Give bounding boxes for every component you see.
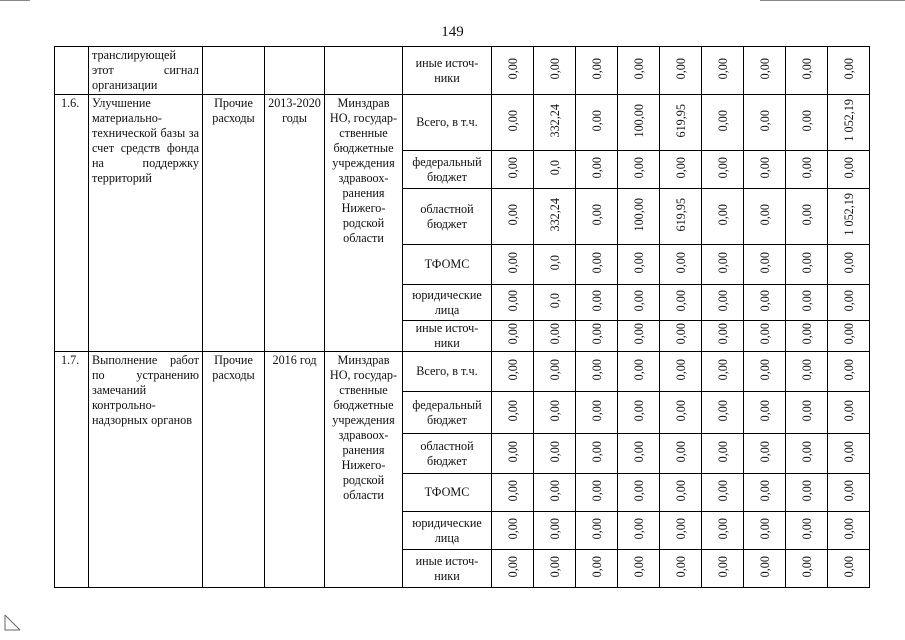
value-text: 0,00 [799,251,814,274]
value-text: 0,00 [505,323,520,345]
value-text: 0,00 [799,57,814,80]
value-cell [618,95,660,151]
value-text: 0,00 [799,517,814,540]
value-cell [828,512,870,550]
cell-num [55,47,89,95]
value-text: 0,00 [841,399,856,422]
value-cell [618,352,660,392]
value-text: 0,00 [673,399,688,422]
value-text: 0,00 [799,289,814,312]
funding-source: областной бюджет [403,434,492,474]
value-text: 0,00 [799,440,814,463]
value-cell [828,392,870,434]
value-text: 0,00 [505,358,520,381]
value-text: 0,00 [505,479,520,502]
value-cell [576,512,618,550]
value-text: 0,00 [589,289,604,312]
budget-table [54,46,870,588]
value-cell [660,550,702,588]
value-cell [702,189,744,245]
value-cell [576,474,618,512]
value-cell [492,321,534,352]
value-cell [786,47,828,95]
value-cell [618,434,660,474]
value-cell [576,189,618,245]
value-text: 0,00 [505,251,520,274]
value-text: 0,00 [757,517,772,540]
value-text: 0,00 [589,440,604,463]
value-cell [618,550,660,588]
value-cell [492,151,534,189]
value-text: 0,00 [505,203,520,226]
value-cell [702,550,744,588]
value-text: 0,00 [673,289,688,312]
value-text: 0,00 [631,57,646,80]
value-cell [492,95,534,151]
value-cell [534,245,576,285]
value-cell [534,512,576,550]
value-cell [786,550,828,588]
value-text: 0,00 [547,323,562,345]
value-text: 0,00 [589,156,604,179]
value-text: 1 052,19 [841,193,856,236]
value-text: 0,00 [757,358,772,381]
value-text: 0,00 [715,517,730,540]
value-cell [660,151,702,189]
value-cell [534,189,576,245]
value-text: 0,00 [841,358,856,381]
value-text: 0,00 [841,440,856,463]
value-cell [576,47,618,95]
value-cell [786,434,828,474]
expense-type: Прочие расходы [203,95,265,352]
value-text: 0,00 [757,203,772,226]
value-text: 0,00 [589,203,604,226]
measure-number: 1.7. [55,352,89,588]
value-cell [492,434,534,474]
value-text: 0,00 [673,57,688,80]
value-text: 0,00 [589,323,604,345]
value-cell [618,321,660,352]
value-cell [576,392,618,434]
value-text: 0,00 [547,399,562,422]
scan-edge-line [0,0,30,1]
value-cell [576,434,618,474]
value-text: 0,00 [589,479,604,502]
value-text: 0,00 [757,251,772,274]
value-text: 0,00 [673,555,688,578]
value-cell [786,352,828,392]
value-cell [744,352,786,392]
value-cell [660,285,702,321]
value-text: 0,00 [505,57,520,80]
value-text: 0,00 [757,440,772,463]
measure-name: Улучшение материально-технической базы за счет средств фонда на поддержку территорий [89,95,203,352]
value-cell [576,321,618,352]
value-text: 0,00 [547,57,562,80]
value-cell [660,245,702,285]
value-text: 100,00 [631,197,646,232]
funding-source: ТФОМС [403,245,492,285]
value-text: 0,00 [547,479,562,502]
value-cell [576,352,618,392]
value-cell [660,321,702,352]
value-text: 0,00 [757,479,772,502]
value-cell [702,151,744,189]
page-number: 149 [441,24,464,40]
value-cell [660,434,702,474]
value-text: 0,00 [505,399,520,422]
value-cell [702,285,744,321]
value-cell [828,352,870,392]
value-text: 0,00 [715,251,730,274]
value-text: 0,00 [841,289,856,312]
cell-executor [325,47,403,95]
value-cell [828,434,870,474]
funding-source: областной бюджет [403,189,492,245]
value-cell [744,474,786,512]
measure-name: транслирующей этот сигнал организации [89,47,203,95]
value-cell [744,245,786,285]
value-text: 619,95 [673,103,688,138]
value-text: 0,00 [505,440,520,463]
value-cell [828,47,870,95]
measure-number: 1.6. [55,95,89,352]
scan-corner-mark [4,614,22,632]
value-text: 0,00 [799,555,814,578]
value-cell [492,352,534,392]
funding-source: иные источ-ники [403,47,492,95]
value-text: 0,00 [547,517,562,540]
value-text: 0,0 [547,159,562,176]
table-row [55,47,870,95]
value-cell [828,474,870,512]
value-text: 0,00 [841,156,856,179]
value-cell [534,550,576,588]
value-text: 0,00 [631,555,646,578]
value-text: 0,00 [631,251,646,274]
value-cell [828,550,870,588]
value-cell [618,512,660,550]
value-cell [828,151,870,189]
value-cell [492,47,534,95]
value-text: 0,00 [841,57,856,80]
value-cell [576,151,618,189]
value-text: 0,00 [757,399,772,422]
value-cell [828,189,870,245]
value-cell [492,550,534,588]
value-cell [492,189,534,245]
value-text: 0,00 [757,156,772,179]
value-text: 0,00 [715,440,730,463]
value-cell [786,245,828,285]
value-text: 0,0 [547,254,562,271]
value-text: 0,00 [757,323,772,345]
value-text: 0,00 [673,358,688,381]
value-cell [618,151,660,189]
value-text: 0,00 [715,109,730,132]
value-cell [786,392,828,434]
funding-source: Всего, в т.ч. [403,95,492,151]
funding-source: иные источ-ники [403,321,492,352]
value-cell [702,392,744,434]
value-text: 0,00 [505,156,520,179]
value-text: 0,00 [841,555,856,578]
value-text: 0,00 [505,555,520,578]
value-cell [618,189,660,245]
value-text: 0,00 [631,399,646,422]
value-cell [702,321,744,352]
value-text: 0,00 [715,156,730,179]
value-text: 0,00 [673,517,688,540]
value-cell [744,285,786,321]
value-cell [618,47,660,95]
value-text: 0,00 [757,555,772,578]
value-cell [576,550,618,588]
value-text: 1 052,19 [841,99,856,142]
value-cell [534,47,576,95]
value-cell [702,474,744,512]
value-text: 0,00 [631,358,646,381]
value-cell [702,512,744,550]
value-cell [534,434,576,474]
value-cell [744,95,786,151]
value-text: 0,00 [631,323,646,345]
value-text: 0,00 [799,203,814,226]
expense-type: Прочие расходы [203,352,265,588]
value-text: 0,00 [799,323,814,345]
value-cell [492,285,534,321]
value-cell [702,434,744,474]
value-cell [828,321,870,352]
value-text: 0,00 [799,156,814,179]
value-cell [534,352,576,392]
funding-source: юридические лица [403,512,492,550]
value-cell [744,434,786,474]
value-cell [534,151,576,189]
value-text: 0,00 [589,555,604,578]
value-cell [786,151,828,189]
value-text: 332,24 [547,103,562,138]
value-cell [492,392,534,434]
value-cell [786,285,828,321]
value-text: 0,00 [589,57,604,80]
value-text: 0,00 [841,517,856,540]
value-text: 0,00 [547,440,562,463]
value-text: 0,00 [505,517,520,540]
measure-name: Выполнение работ по устранению замечаний контрольно-надзорных органов [89,352,203,588]
value-cell [618,392,660,434]
value-text: 100,00 [631,103,646,138]
value-text: 0,00 [841,323,856,345]
value-text: 0,00 [715,358,730,381]
value-text: 0,00 [715,323,730,345]
value-cell [828,95,870,151]
value-text: 0,00 [505,109,520,132]
value-text: 0,00 [589,358,604,381]
value-text: 0,00 [631,156,646,179]
value-cell [660,392,702,434]
value-text: 0,00 [715,203,730,226]
value-text: 0,00 [799,399,814,422]
value-text: 0,00 [715,555,730,578]
value-text: 619,95 [673,197,688,232]
value-cell [534,95,576,151]
funding-source: Всего, в т.ч. [403,352,492,392]
period: 2013-2020 годы [265,95,325,352]
value-text: 0,00 [589,109,604,132]
table-row [55,352,870,392]
table-body [55,47,870,588]
value-cell [828,285,870,321]
value-cell [492,245,534,285]
value-cell [702,95,744,151]
value-text: 0,00 [757,289,772,312]
value-cell [702,352,744,392]
value-text: 0,00 [631,517,646,540]
value-cell [618,285,660,321]
value-text: 0,00 [589,251,604,274]
value-text: 0,00 [715,479,730,502]
value-cell [702,47,744,95]
value-text: 0,00 [631,440,646,463]
value-cell [534,392,576,434]
value-cell [534,321,576,352]
value-text: 0,00 [673,251,688,274]
value-text: 0,00 [673,440,688,463]
value-text: 0,00 [673,156,688,179]
value-text: 0,00 [547,358,562,381]
value-text: 0,00 [799,109,814,132]
funding-source: федеральный бюджет [403,151,492,189]
value-text: 0,00 [799,479,814,502]
value-cell [786,189,828,245]
period: 2016 год [265,352,325,588]
value-text: 0,00 [505,289,520,312]
scan-edge-line [760,0,905,1]
value-cell [786,321,828,352]
value-cell [786,474,828,512]
value-cell [744,550,786,588]
funding-source: федеральный бюджет [403,392,492,434]
value-text: 0,00 [841,479,856,502]
value-cell [534,285,576,321]
value-cell [744,47,786,95]
value-text: 332,24 [547,197,562,232]
value-cell [660,474,702,512]
value-text: 0,0 [547,292,562,309]
funding-source: юридические лица [403,285,492,321]
value-cell [744,321,786,352]
value-text: 0,00 [673,323,688,345]
value-cell [576,285,618,321]
executor: Минздрав НО, государ-ственные бюджетные учреждения здравоох-ранения Нижего-родской области [325,95,403,352]
value-cell [492,474,534,512]
value-cell [660,512,702,550]
value-cell [660,352,702,392]
value-cell [618,474,660,512]
value-cell [492,512,534,550]
value-text: 0,00 [757,57,772,80]
value-text: 0,00 [589,399,604,422]
value-text: 0,00 [673,479,688,502]
value-text: 0,00 [841,251,856,274]
value-cell [744,392,786,434]
value-cell [744,189,786,245]
value-cell [744,151,786,189]
value-text: 0,00 [715,289,730,312]
value-cell [534,474,576,512]
table-row [55,95,870,151]
value-cell [618,245,660,285]
value-text: 0,00 [631,289,646,312]
value-cell [660,189,702,245]
value-cell [660,95,702,151]
value-text: 0,00 [547,555,562,578]
value-text: 0,00 [757,109,772,132]
value-cell [786,512,828,550]
value-cell [786,95,828,151]
cell-period [265,47,325,95]
value-cell [744,512,786,550]
value-text: 0,00 [631,479,646,502]
value-cell [576,95,618,151]
funding-source: ТФОМС [403,474,492,512]
executor: Минздрав НО, государ-ственные бюджетные учреждения здравоох-ранения Нижего-родской области [325,352,403,588]
value-text: 0,00 [715,57,730,80]
value-cell [828,245,870,285]
value-cell [576,245,618,285]
value-text: 0,00 [589,517,604,540]
funding-source: иные источ-ники [403,550,492,588]
value-text: 0,00 [715,399,730,422]
value-text: 0,00 [799,358,814,381]
value-cell [702,245,744,285]
cell-expense-type [203,47,265,95]
value-cell [660,47,702,95]
